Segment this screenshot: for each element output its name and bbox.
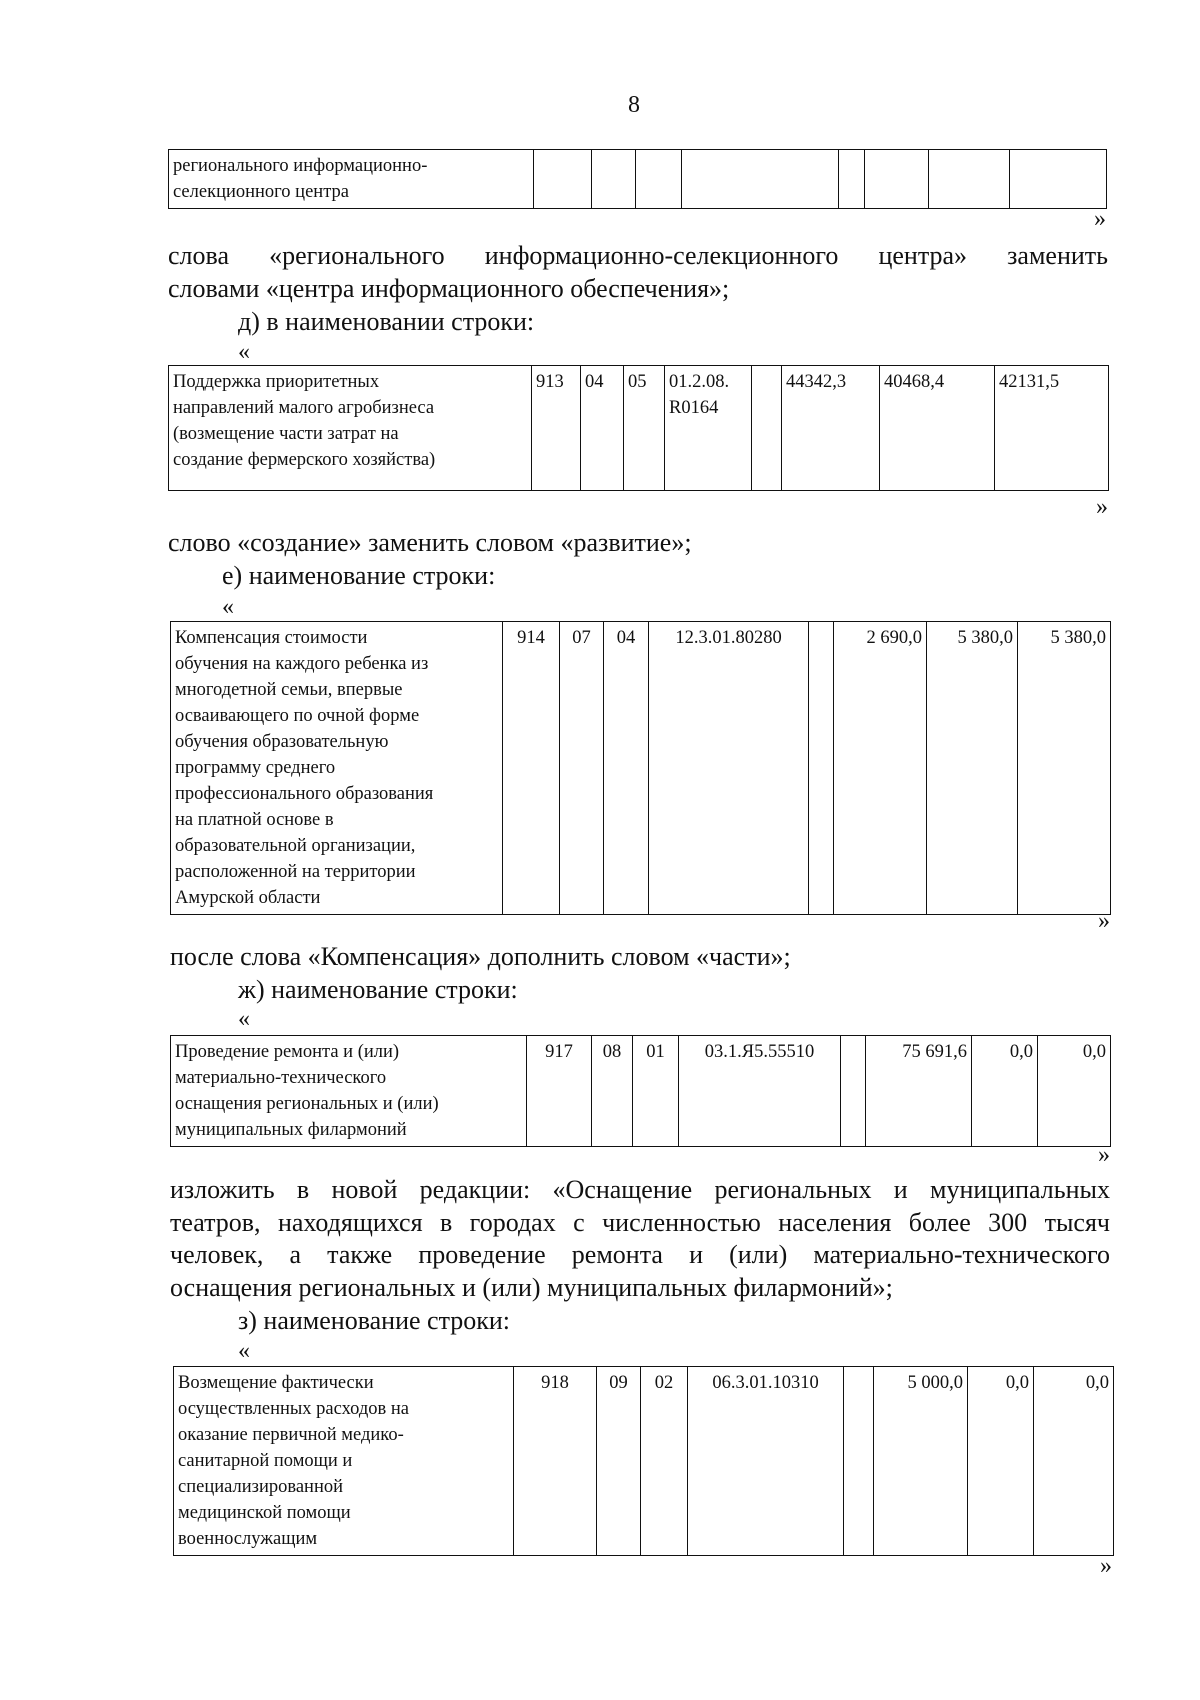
- close-quote: »: [1094, 206, 1106, 232]
- amount-year-1-cell: 5 000,0: [874, 1367, 968, 1556]
- amount-year-1-cell: 2 690,0: [834, 622, 927, 915]
- item-z: з) наименование строки:: [238, 1306, 511, 1335]
- subsection-code-cell: 05: [624, 366, 665, 491]
- page-number: 8: [628, 92, 640, 118]
- paragraph-2: слово «создание» заменить словом «развитие»;: [168, 528, 692, 557]
- section-code-cell: 08: [592, 1036, 633, 1147]
- target-article-cell: [682, 150, 839, 209]
- ministry-code-cell: 913: [532, 366, 581, 491]
- paragraph-3: после слова «Компенсация» дополнить словом «части»;: [170, 942, 791, 971]
- amount-year-3-cell: 5 380,0: [1018, 622, 1111, 915]
- amount-year-2-cell: 40468,4: [880, 366, 995, 491]
- table-row: [169, 366, 1109, 491]
- row-name-cell: регионального информационно- селекционного центра: [169, 150, 534, 209]
- expense-type-cell: [809, 622, 834, 915]
- subsection-code-cell: 02: [641, 1367, 688, 1556]
- close-quote: »: [1100, 1553, 1112, 1579]
- amount-year-1-cell: 75 691,6: [866, 1036, 972, 1147]
- expense-type-cell: [841, 1036, 866, 1147]
- amount-year-2-cell: 0,0: [972, 1036, 1038, 1147]
- ministry-code-cell: [534, 150, 592, 209]
- amount-year-3-cell: 0,0: [1034, 1367, 1114, 1556]
- table3-row: [170, 621, 1111, 915]
- row-name-cell: Возмещение фактически осуществленных расходов на оказание первичной медико- санитарной помощи и специализированной медицинской помощи военнослужащим: [174, 1367, 514, 1556]
- table5-row: [173, 1366, 1114, 1556]
- amount-year-3-cell: 0,0: [1038, 1036, 1111, 1147]
- amount-year-1-cell: 44342,3: [782, 366, 880, 491]
- ministry-code-cell: 917: [527, 1036, 592, 1147]
- table4-row: [170, 1035, 1111, 1147]
- target-article-cell: 03.1.Я5.55510: [679, 1036, 841, 1147]
- ministry-code-cell: 914: [503, 622, 560, 915]
- paragraph-line: театров, находящихся в городах с численностью населения более 300 тысяч: [170, 1207, 1110, 1237]
- row-name-cell: Проведение ремонта и (или) материально-технического оснащения региональных и (или) муниципальных филармоний: [171, 1036, 527, 1147]
- amount-year-1-cell: [865, 150, 929, 209]
- section-code-cell: [592, 150, 636, 209]
- expense-type-cell: [844, 1367, 874, 1556]
- item-e: е) наименование строки:: [222, 561, 496, 590]
- close-quote: »: [1096, 494, 1108, 520]
- item-d: д) в наименовании строки:: [238, 307, 535, 336]
- paragraph-line: словами «центра информационного обеспечения»;: [168, 273, 730, 303]
- amount-year-3-cell: [1010, 150, 1107, 209]
- table-row: [171, 1036, 1111, 1147]
- ministry-code-cell: 918: [514, 1367, 597, 1556]
- table-row: [171, 622, 1111, 915]
- table-row: [174, 1367, 1114, 1556]
- target-article-cell: 06.3.01.10310: [688, 1367, 844, 1556]
- table2-row: [168, 365, 1109, 491]
- row-name-cell: Поддержка приоритетных направлений малого агробизнеса (возмещение части затрат на создание фермерского хозяйства): [169, 366, 532, 491]
- subsection-code-cell: 04: [604, 622, 649, 915]
- paragraph-4: [170, 1174, 1110, 1304]
- paragraph-1: [168, 240, 1108, 305]
- close-quote: »: [1098, 908, 1110, 934]
- target-article-cell: 12.3.01.80280: [649, 622, 809, 915]
- amount-year-2-cell: 0,0: [968, 1367, 1034, 1556]
- open-quote: «: [238, 339, 250, 365]
- subsection-code-cell: [636, 150, 682, 209]
- close-quote: »: [1098, 1142, 1110, 1168]
- open-quote: «: [238, 1006, 250, 1032]
- item-zh: ж) наименование строки:: [238, 975, 518, 1004]
- open-quote: «: [238, 1338, 250, 1364]
- amount-year-3-cell: 42131,5: [995, 366, 1109, 491]
- section-code-cell: 09: [597, 1367, 641, 1556]
- table1-row: [168, 149, 1107, 209]
- table-row: [169, 150, 1107, 209]
- subsection-code-cell: 01: [633, 1036, 679, 1147]
- expense-type-cell: [752, 366, 782, 491]
- open-quote: «: [222, 594, 234, 620]
- amount-year-2-cell: 5 380,0: [927, 622, 1018, 915]
- section-code-cell: 04: [581, 366, 624, 491]
- target-article-cell: 01.2.08. R0164: [665, 366, 752, 491]
- section-code-cell: 07: [560, 622, 604, 915]
- expense-type-cell: [839, 150, 865, 209]
- paragraph-line: слова «регионального информационно-селекционного центра» заменить: [168, 241, 1108, 270]
- paragraph-line: человек, а также проведение ремонта и (или) материально-технического: [170, 1240, 1110, 1270]
- row-name-cell: Компенсация стоимости обучения на каждого ребенка из многодетной семьи, впервые осваивающего по очной форме обучения образовательную программу среднего профессионального образования на платной основе в образовательной организации, расположенной на территории Амурской области: [171, 622, 503, 915]
- paragraph-line: оснащения региональных и (или) муниципальных филармоний»;: [170, 1272, 893, 1302]
- amount-year-2-cell: [929, 150, 1010, 209]
- paragraph-line: изложить в новой редакции: «Оснащение региональных и муниципальных: [170, 1175, 1110, 1204]
